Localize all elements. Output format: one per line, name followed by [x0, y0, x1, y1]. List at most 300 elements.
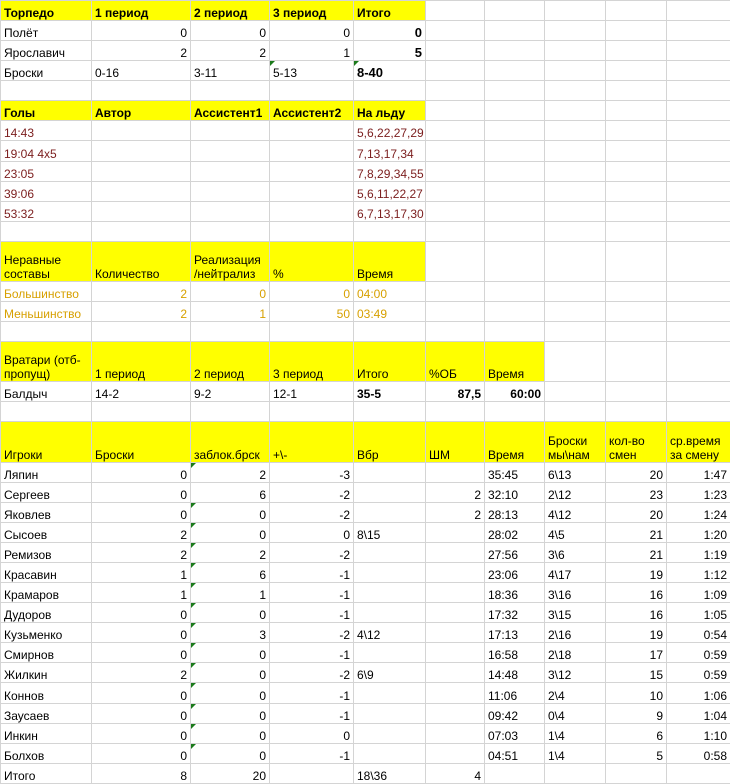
cell[interactable] — [606, 161, 667, 181]
cell[interactable]: 0 — [92, 643, 191, 663]
cell[interactable]: 32:10 — [485, 482, 545, 502]
cell[interactable]: 23:05 — [1, 161, 92, 181]
cell[interactable] — [426, 643, 485, 663]
cell[interactable] — [426, 462, 485, 482]
cell[interactable]: 0 — [92, 683, 191, 703]
cell[interactable]: 21 — [606, 543, 667, 563]
cell[interactable]: 2 — [92, 522, 191, 542]
cell[interactable]: -1 — [270, 603, 354, 623]
cell[interactable]: Ассистент2 — [270, 101, 354, 121]
cell[interactable]: Сысоев — [1, 522, 92, 542]
cell[interactable] — [545, 21, 606, 41]
cell[interactable]: кол-во смен — [606, 422, 667, 462]
cell[interactable]: Ремизов — [1, 543, 92, 563]
cell[interactable]: 1:04 — [667, 703, 730, 723]
cell[interactable] — [545, 241, 606, 281]
cell[interactable]: Вбр — [354, 422, 426, 462]
cell[interactable]: Итого — [354, 342, 426, 382]
cell[interactable] — [191, 522, 270, 542]
cell[interactable]: 4\12 — [354, 623, 426, 643]
cell[interactable] — [545, 402, 606, 422]
cell[interactable]: 2 период — [191, 342, 270, 382]
cell[interactable]: 20 — [606, 502, 667, 522]
cell[interactable]: -2 — [270, 663, 354, 683]
cell[interactable]: 3-11 — [191, 61, 270, 81]
cell[interactable] — [667, 141, 730, 161]
cell[interactable] — [270, 221, 354, 241]
cell[interactable]: 20 — [191, 763, 270, 783]
cell[interactable] — [1, 402, 92, 422]
cell[interactable] — [92, 81, 191, 101]
cell[interactable]: 7,13,17,34 — [354, 141, 426, 161]
cell[interactable]: 03:49 — [354, 301, 426, 321]
cell[interactable]: 10 — [606, 683, 667, 703]
cell[interactable] — [485, 281, 545, 301]
cell[interactable]: ср.время за смену — [667, 422, 730, 462]
cell[interactable]: 2 — [426, 482, 485, 502]
cell[interactable]: Голы — [1, 101, 92, 121]
cell[interactable]: 23:06 — [485, 563, 545, 583]
cell[interactable]: Красавин — [1, 563, 92, 583]
cell[interactable]: 27:56 — [485, 543, 545, 563]
cell[interactable] — [485, 121, 545, 141]
cell[interactable]: -2 — [270, 623, 354, 643]
cell[interactable]: На льду — [354, 101, 426, 121]
cell[interactable]: 14:43 — [1, 121, 92, 141]
cell[interactable]: 0 — [92, 723, 191, 743]
cell[interactable]: 19:04 4x5 — [1, 141, 92, 161]
cell[interactable]: 4\12 — [545, 502, 606, 522]
cell[interactable] — [191, 723, 270, 743]
cell[interactable]: 5,6,22,27,29 — [354, 121, 426, 141]
cell[interactable] — [426, 543, 485, 563]
cell[interactable] — [92, 121, 191, 141]
cell[interactable]: 20 — [606, 462, 667, 482]
cell[interactable] — [485, 221, 545, 241]
cell[interactable]: Сергеев — [1, 482, 92, 502]
cell[interactable]: Жилкин — [1, 663, 92, 683]
cell[interactable] — [545, 281, 606, 301]
cell[interactable] — [354, 563, 426, 583]
cell[interactable]: Время — [485, 422, 545, 462]
cell[interactable]: 2\12 — [545, 482, 606, 502]
cell[interactable] — [606, 201, 667, 221]
cell[interactable]: 0 — [270, 723, 354, 743]
cell[interactable] — [191, 623, 270, 643]
cell[interactable] — [485, 301, 545, 321]
cell[interactable]: -1 — [270, 563, 354, 583]
cell[interactable]: Смирнов — [1, 643, 92, 663]
cell[interactable]: 16 — [606, 603, 667, 623]
cell[interactable]: Ляпин — [1, 462, 92, 482]
cell[interactable] — [667, 402, 730, 422]
cell[interactable] — [485, 141, 545, 161]
cell[interactable]: 53:32 — [1, 201, 92, 221]
cell[interactable] — [667, 281, 730, 301]
cell[interactable]: 1\4 — [545, 743, 606, 763]
cell[interactable]: Дудоров — [1, 603, 92, 623]
cell[interactable] — [426, 181, 485, 201]
cell[interactable]: Игроки — [1, 422, 92, 462]
cell[interactable]: 3\12 — [545, 663, 606, 683]
cell[interactable]: заблок.брск — [191, 422, 270, 462]
cell[interactable] — [545, 763, 606, 783]
cell[interactable] — [485, 402, 545, 422]
cell[interactable] — [270, 763, 354, 783]
cell[interactable] — [426, 623, 485, 643]
cell[interactable] — [191, 543, 270, 563]
cell[interactable] — [426, 141, 485, 161]
cell[interactable]: 2 — [92, 281, 191, 301]
cell[interactable]: 0 — [92, 623, 191, 643]
cell[interactable] — [191, 462, 270, 482]
cell[interactable]: 0 — [92, 502, 191, 522]
cell[interactable] — [606, 301, 667, 321]
cell[interactable] — [426, 663, 485, 683]
cell[interactable]: 0 — [92, 703, 191, 723]
cell[interactable]: 1:19 — [667, 543, 730, 563]
cell[interactable] — [354, 322, 426, 342]
cell[interactable]: 11:06 — [485, 683, 545, 703]
cell[interactable] — [606, 342, 667, 382]
cell[interactable] — [545, 61, 606, 81]
cell[interactable]: 2 — [426, 502, 485, 522]
cell[interactable] — [191, 121, 270, 141]
cell[interactable]: 1:23 — [667, 482, 730, 502]
cell[interactable]: 2 — [92, 663, 191, 683]
cell[interactable] — [426, 81, 485, 101]
cell[interactable]: 2\16 — [545, 623, 606, 643]
cell[interactable] — [191, 583, 270, 603]
cell[interactable] — [426, 322, 485, 342]
cell[interactable]: 35:45 — [485, 462, 545, 482]
cell[interactable] — [191, 322, 270, 342]
cell[interactable]: 1:06 — [667, 683, 730, 703]
cell[interactable]: 1:12 — [667, 563, 730, 583]
cell[interactable]: 0 — [92, 482, 191, 502]
cell[interactable]: Большинство — [1, 281, 92, 301]
cell[interactable]: Заусаев — [1, 703, 92, 723]
cell[interactable] — [92, 161, 191, 181]
cell[interactable] — [270, 402, 354, 422]
cell[interactable]: 0:58 — [667, 743, 730, 763]
cell[interactable] — [485, 81, 545, 101]
cell[interactable]: 2 — [92, 41, 191, 61]
cell[interactable]: Броски — [92, 422, 191, 462]
cell[interactable] — [606, 181, 667, 201]
cell[interactable] — [667, 41, 730, 61]
cell[interactable] — [354, 61, 426, 81]
cell[interactable] — [191, 703, 270, 723]
cell[interactable] — [191, 181, 270, 201]
cell[interactable] — [270, 181, 354, 201]
cell[interactable] — [354, 743, 426, 763]
cell[interactable] — [191, 221, 270, 241]
cell[interactable] — [545, 301, 606, 321]
cell[interactable] — [667, 1, 730, 21]
cell[interactable]: ШМ — [426, 422, 485, 462]
cell[interactable]: 1:47 — [667, 462, 730, 482]
cell[interactable] — [270, 161, 354, 181]
cell[interactable] — [426, 402, 485, 422]
cell[interactable]: -1 — [270, 643, 354, 663]
cell[interactable]: 2\18 — [545, 643, 606, 663]
cell[interactable] — [354, 643, 426, 663]
cell[interactable] — [426, 1, 485, 21]
cell[interactable]: Инкин — [1, 723, 92, 743]
cell[interactable] — [667, 322, 730, 342]
cell[interactable]: 9-2 — [191, 382, 270, 402]
cell[interactable] — [354, 402, 426, 422]
cell[interactable]: Ярославич — [1, 41, 92, 61]
cell[interactable]: 1 — [92, 583, 191, 603]
cell[interactable]: 6 — [191, 482, 270, 502]
cell[interactable]: 17:32 — [485, 603, 545, 623]
cell[interactable]: Итого — [354, 1, 426, 21]
cell[interactable] — [667, 763, 730, 783]
cell[interactable]: 1:24 — [667, 502, 730, 522]
cell[interactable]: 6,7,13,17,30 — [354, 201, 426, 221]
cell[interactable]: 17 — [606, 643, 667, 663]
cell[interactable] — [606, 402, 667, 422]
cell[interactable] — [92, 201, 191, 221]
cell[interactable]: 19 — [606, 563, 667, 583]
cell[interactable]: 6\9 — [354, 663, 426, 683]
cell[interactable] — [545, 1, 606, 21]
cell[interactable]: 0-16 — [92, 61, 191, 81]
cell[interactable]: 3 период — [270, 1, 354, 21]
cell[interactable]: 04:51 — [485, 743, 545, 763]
cell[interactable] — [606, 281, 667, 301]
cell[interactable]: Количество — [92, 241, 191, 281]
cell[interactable]: 4\17 — [545, 563, 606, 583]
cell[interactable]: 8\15 — [354, 522, 426, 542]
cell[interactable] — [270, 322, 354, 342]
cell[interactable] — [191, 402, 270, 422]
cell[interactable]: Вратари (отб-пропущ) — [1, 342, 92, 382]
cell[interactable]: 3 период — [270, 342, 354, 382]
cell[interactable]: 23 — [606, 482, 667, 502]
cell[interactable] — [485, 1, 545, 21]
cell[interactable] — [485, 241, 545, 281]
cell[interactable] — [545, 342, 606, 382]
cell[interactable]: %ОБ — [426, 342, 485, 382]
cell[interactable] — [354, 583, 426, 603]
cell[interactable] — [545, 81, 606, 101]
cell[interactable] — [1, 322, 92, 342]
cell[interactable] — [426, 281, 485, 301]
cell[interactable]: 15 — [606, 663, 667, 683]
cell[interactable]: 07:03 — [485, 723, 545, 743]
cell[interactable]: 1 период — [92, 1, 191, 21]
cell[interactable]: Неравные составы — [1, 241, 92, 281]
cell[interactable] — [545, 41, 606, 61]
cell[interactable]: 14-2 — [92, 382, 191, 402]
cell[interactable]: Броски — [1, 61, 92, 81]
cell[interactable]: -1 — [270, 683, 354, 703]
cell[interactable] — [191, 683, 270, 703]
cell[interactable] — [426, 723, 485, 743]
cell[interactable]: 0 — [92, 603, 191, 623]
cell[interactable]: -2 — [270, 482, 354, 502]
cell[interactable] — [606, 1, 667, 21]
cell[interactable]: 1 — [270, 41, 354, 61]
cell[interactable] — [92, 181, 191, 201]
cell[interactable] — [485, 21, 545, 41]
cell[interactable] — [485, 201, 545, 221]
cell[interactable]: Ассистент1 — [191, 101, 270, 121]
cell[interactable]: 1 — [92, 563, 191, 583]
cell[interactable]: 1 период — [92, 342, 191, 382]
cell[interactable]: 87,5 — [426, 382, 485, 402]
cell[interactable] — [191, 563, 270, 583]
cell[interactable]: 2\4 — [545, 683, 606, 703]
cell[interactable] — [667, 201, 730, 221]
cell[interactable] — [354, 462, 426, 482]
cell[interactable]: -1 — [270, 703, 354, 723]
cell[interactable] — [606, 221, 667, 241]
cell[interactable]: -2 — [270, 543, 354, 563]
cell[interactable] — [667, 81, 730, 101]
cell[interactable]: 0 — [92, 21, 191, 41]
cell[interactable]: 1\4 — [545, 723, 606, 743]
cell[interactable]: Яковлев — [1, 502, 92, 522]
cell[interactable] — [667, 342, 730, 382]
cell[interactable]: 2 — [92, 543, 191, 563]
cell[interactable] — [606, 141, 667, 161]
cell[interactable] — [426, 703, 485, 723]
cell[interactable]: -3 — [270, 462, 354, 482]
cell[interactable]: 6 — [606, 723, 667, 743]
cell[interactable] — [92, 221, 191, 241]
cell[interactable] — [545, 161, 606, 181]
cell[interactable]: 0 — [270, 522, 354, 542]
cell[interactable] — [426, 301, 485, 321]
cell[interactable] — [191, 201, 270, 221]
cell[interactable] — [545, 382, 606, 402]
cell[interactable] — [426, 201, 485, 221]
cell[interactable]: -1 — [270, 583, 354, 603]
cell[interactable] — [191, 141, 270, 161]
cell[interactable] — [485, 61, 545, 81]
cell[interactable] — [485, 41, 545, 61]
cell[interactable] — [485, 101, 545, 121]
cell[interactable] — [426, 583, 485, 603]
cell[interactable]: 60:00 — [485, 382, 545, 402]
cell[interactable] — [354, 81, 426, 101]
cell[interactable]: 0 — [270, 281, 354, 301]
cell[interactable] — [606, 61, 667, 81]
cell[interactable]: 4 — [426, 763, 485, 783]
cell[interactable]: 2 период — [191, 1, 270, 21]
cell[interactable] — [191, 643, 270, 663]
cell[interactable] — [545, 101, 606, 121]
cell[interactable] — [667, 181, 730, 201]
cell[interactable]: -2 — [270, 502, 354, 522]
cell[interactable] — [606, 322, 667, 342]
cell[interactable]: 18\36 — [354, 763, 426, 783]
cell[interactable]: 04:00 — [354, 281, 426, 301]
cell[interactable]: Полёт — [1, 21, 92, 41]
cell[interactable]: 1:05 — [667, 603, 730, 623]
cell[interactable] — [270, 121, 354, 141]
cell[interactable]: 9 — [606, 703, 667, 723]
cell[interactable] — [426, 241, 485, 281]
cell[interactable]: 0:59 — [667, 663, 730, 683]
cell[interactable]: 2 — [191, 41, 270, 61]
cell[interactable]: 09:42 — [485, 703, 545, 723]
cell[interactable] — [191, 81, 270, 101]
cell[interactable] — [667, 121, 730, 141]
cell[interactable] — [545, 201, 606, 221]
cell[interactable]: 3\15 — [545, 603, 606, 623]
cell[interactable] — [354, 221, 426, 241]
cell[interactable]: 18:36 — [485, 583, 545, 603]
cell[interactable] — [354, 482, 426, 502]
cell[interactable]: 1:09 — [667, 583, 730, 603]
cell[interactable] — [426, 101, 485, 121]
cell[interactable]: 0:54 — [667, 623, 730, 643]
cell[interactable]: 16 — [606, 583, 667, 603]
cell[interactable] — [667, 221, 730, 241]
cell[interactable] — [545, 322, 606, 342]
cell[interactable]: 0 — [191, 281, 270, 301]
cell[interactable]: 0:59 — [667, 643, 730, 663]
cell[interactable] — [354, 683, 426, 703]
cell[interactable] — [426, 522, 485, 542]
cell[interactable]: Итого — [1, 763, 92, 783]
cell[interactable] — [426, 121, 485, 141]
cell[interactable] — [426, 563, 485, 583]
cell[interactable] — [92, 141, 191, 161]
cell[interactable] — [270, 141, 354, 161]
cell[interactable] — [92, 322, 191, 342]
cell[interactable]: 0 — [92, 462, 191, 482]
cell[interactable] — [270, 61, 354, 81]
cell[interactable] — [426, 21, 485, 41]
cell[interactable] — [667, 301, 730, 321]
cell[interactable] — [606, 382, 667, 402]
cell[interactable]: 0 — [354, 21, 426, 41]
cell[interactable]: 0\4 — [545, 703, 606, 723]
cell[interactable]: 19 — [606, 623, 667, 643]
cell[interactable]: 5 — [354, 41, 426, 61]
cell[interactable] — [545, 221, 606, 241]
cell[interactable]: 0 — [270, 21, 354, 41]
cell[interactable] — [667, 101, 730, 121]
cell[interactable] — [191, 161, 270, 181]
cell[interactable]: 0 — [92, 743, 191, 763]
cell[interactable] — [191, 603, 270, 623]
cell[interactable] — [426, 41, 485, 61]
cell[interactable] — [270, 81, 354, 101]
cell[interactable]: 39:06 — [1, 181, 92, 201]
cell[interactable] — [426, 603, 485, 623]
cell[interactable]: Болхов — [1, 743, 92, 763]
cell[interactable] — [1, 81, 92, 101]
cell[interactable]: Коннов — [1, 683, 92, 703]
cell[interactable]: 17:13 — [485, 623, 545, 643]
cell[interactable] — [545, 181, 606, 201]
cell[interactable] — [667, 241, 730, 281]
cell[interactable]: 0 — [191, 21, 270, 41]
cell[interactable] — [191, 663, 270, 683]
cell[interactable] — [426, 743, 485, 763]
cell[interactable] — [667, 161, 730, 181]
cell[interactable]: 8 — [92, 763, 191, 783]
cell[interactable] — [545, 121, 606, 141]
cell[interactable]: 1:10 — [667, 723, 730, 743]
